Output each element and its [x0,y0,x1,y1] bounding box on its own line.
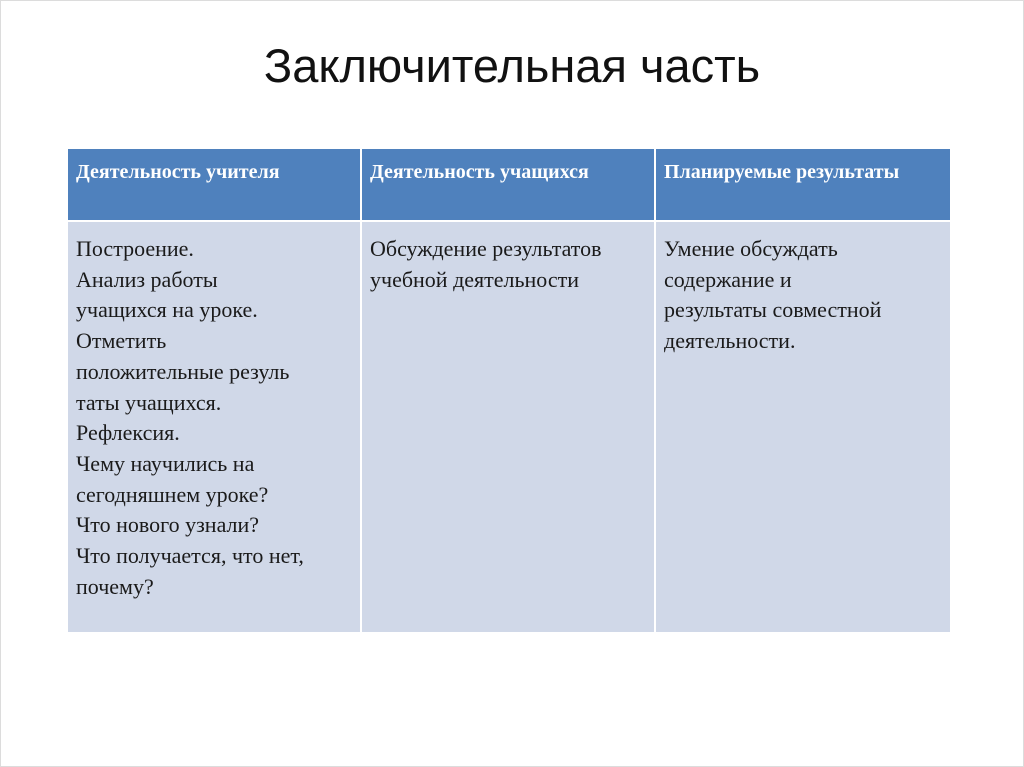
header-teacher-activity: Деятельность учителя [67,148,361,221]
text-line: Что получается, что нет, [76,543,304,569]
table-row [67,221,951,633]
text-line: деятельности. [664,328,796,354]
text-line: Отметить [76,328,167,354]
text-line: Умение обсуждать [664,236,838,261]
text-line: результаты совместной [664,297,882,323]
text-line: учащихся на уроке. [76,297,258,323]
cell-teacher-activity [67,221,361,633]
text-line: почему? [76,573,154,599]
text-line: учебной деятельности [370,266,580,292]
text-line: Рефлексия. [76,420,180,446]
text-line: Построение. [76,236,194,261]
text-line: Обсуждение результатов [370,236,602,261]
slide-title: Заключительная часть [263,39,761,92]
text-line: Чему научились на [76,450,255,476]
cell-students-activity [361,221,655,633]
text-line: таты учащихся. [76,389,222,415]
text-line: содержание и [664,266,792,292]
table-header-row [67,148,951,221]
lesson-table [66,147,952,634]
text-line: положительные резуль [76,358,290,384]
text-line: Что нового узнали? [76,512,260,538]
text-line: сегодняшнем уроке? [76,481,269,507]
header-planned-results: Планируемые результаты [655,148,951,221]
text-line: Анализ работы [76,266,218,292]
header-students-activity: Деятельность учащихся [361,148,655,221]
cell-planned-results [655,221,951,633]
